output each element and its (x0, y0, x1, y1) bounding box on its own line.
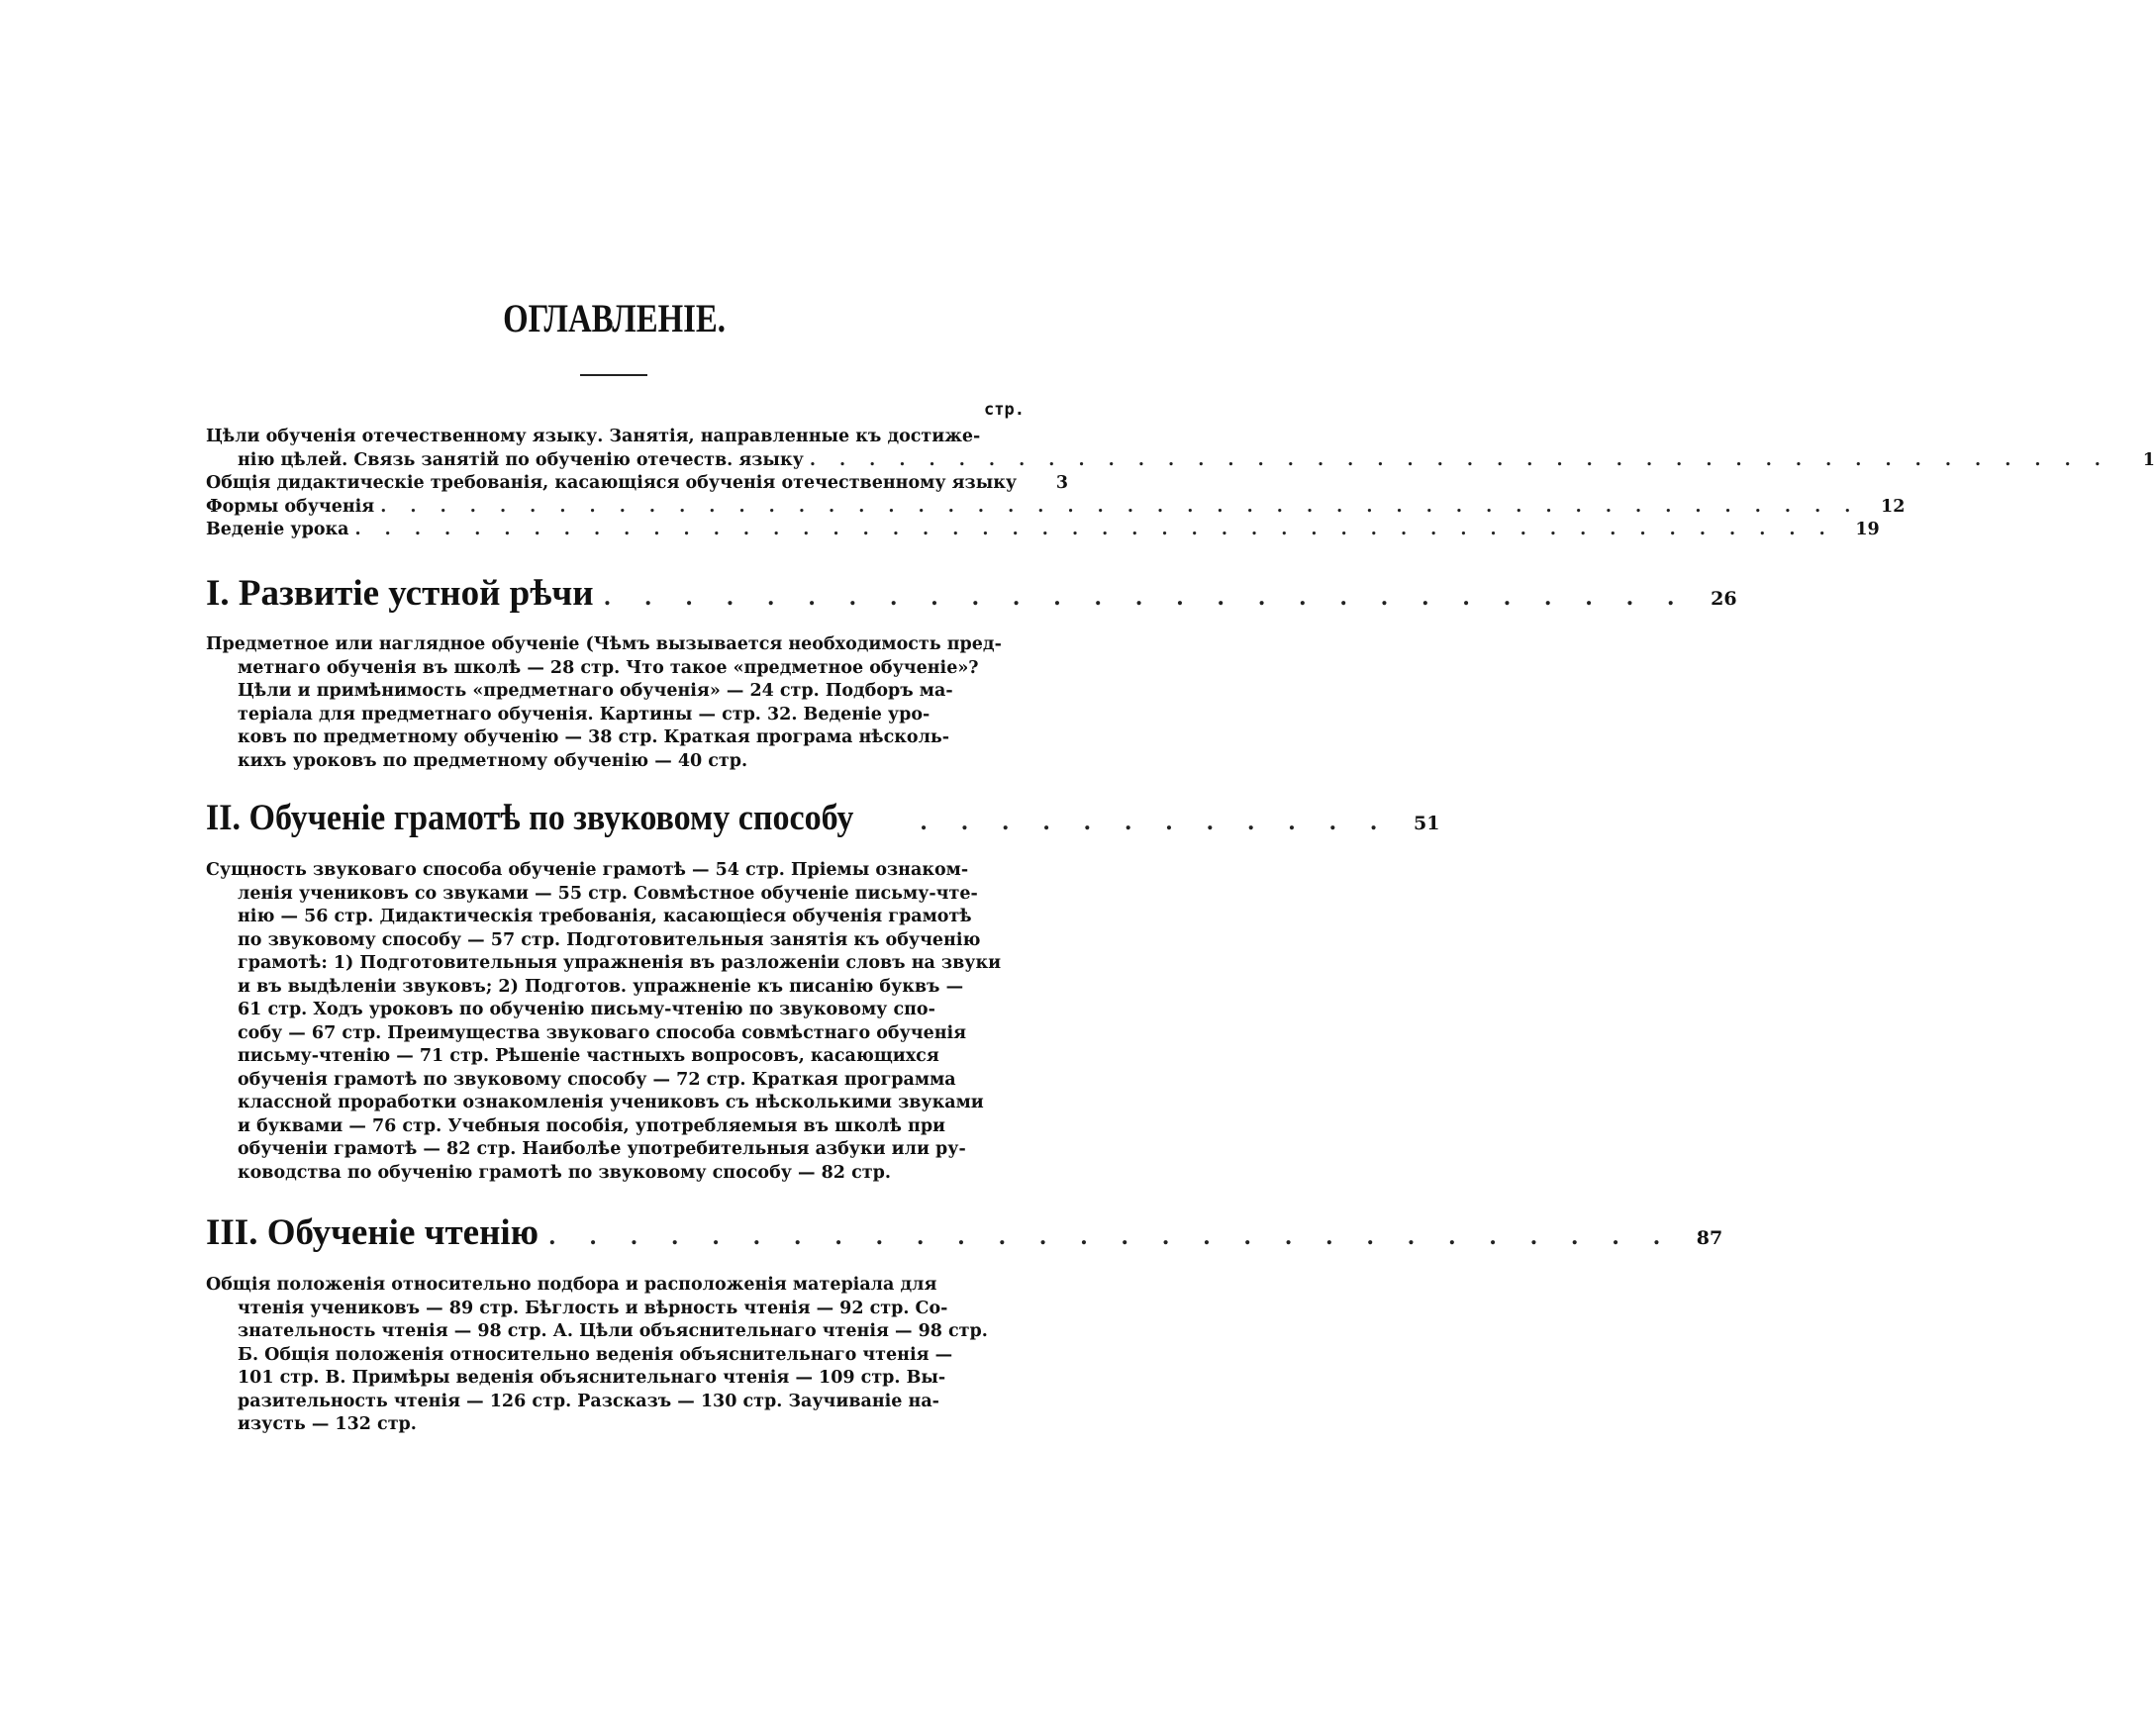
summary-line: обученіи грамотѣ — 82 стр. Наиболѣе употребительныя азбуки или ру- (238, 1139, 966, 1159)
summary-line: классной проработки ознакомленія учениковъ съ нѣсколькими звуками (238, 1093, 984, 1112)
summary-line: чтенія учениковъ — 89 стр. Бѣглость и вѣрность чтенія — 92 стр. Со- (238, 1298, 948, 1318)
leader-dots: . . . . . . . . . . . . . . . . . . . . . . . . . . . . . . . . . . . . . . . . . . . . (809, 449, 2109, 470)
leader-dots: . . . . . . . . . . . . . . . . . . . . . . . . . . . . . . . . . . . . . . . . . . . . . . . . . . (380, 496, 1860, 517)
intro-entry (206, 519, 1880, 542)
title-rule (580, 374, 647, 376)
intro-entry-page: 1 (2142, 449, 2155, 470)
intro-entry-text: нію цѣлей. Связь занятій по обученію отечеств. языку (238, 449, 804, 470)
summary-line: разительность чтенія — 126 стр. Разсказъ — 130 стр. Заучиваніе на- (238, 1391, 939, 1411)
leader-dots: . . . . . . . . . . . . . . . . . . . . . . . . . . . (603, 585, 1688, 611)
chapter-title: II. Обученіе грамотѣ по звуковому способу (206, 798, 854, 838)
intro-entries (206, 426, 2155, 542)
chapter-heading (206, 1211, 1723, 1254)
summary-line: теріала для предметнаго обученія. Картины — стр. 32. Веденіе уро- (238, 704, 931, 724)
leader-dots: . . . . . . . . . . . . . . . . . . . . . . . . . . . . (547, 1224, 1674, 1250)
summary-line: кихъ уроковъ по предметному обученію — 40 стр. (238, 750, 748, 771)
chapter-page: 87 (1696, 1227, 1723, 1249)
chapter-summary (206, 633, 1002, 773)
summary-line: письму-чтенію — 71 стр. Рѣшеніе частныхъ вопросовъ, касающихся (238, 1046, 939, 1066)
leader-dots: . . . . . . . . . . . . . . . . . . . . . . . . . . . . . . . . . . . . . . . . . . . . . . . . . . (354, 520, 1834, 539)
page-title: ОГЛАВЛЕНІЕ. (503, 296, 726, 340)
summary-line: метнаго обученія въ школѣ — 28 стр. Что такое «предметное обученіе»? (238, 657, 979, 678)
chapter-title: III. Обученіе чтенію (206, 1212, 539, 1253)
summary-line: грамотѣ: 1) Подготовительныя упражненія въ разложеніи словъ на звуки (238, 953, 1002, 973)
summary-line: по звуковому способу — 57 стр. Подготовительныя занятія къ обученію (238, 929, 981, 950)
summary-line: ководства по обученію грамотѣ по звуковому способу — 82 стр. (238, 1162, 891, 1183)
intro-entry-page: 12 (1881, 496, 1906, 517)
intro-entry-text: Веденіе урока (206, 520, 349, 539)
summary-line: Общія положенія относительно подбора и расположенія матеріала для (206, 1275, 937, 1295)
chapter-page: 51 (1413, 813, 1440, 834)
chapter-summary (206, 1274, 988, 1437)
chapter-page: 26 (1711, 588, 1737, 610)
summary-line: знательность чтенія — 98 стр. А. Цѣли объяснительнаго чтенія — 98 стр. (238, 1321, 988, 1341)
summary-line: обученія грамотѣ по звуковому способу — 72 стр. Краткая программа (238, 1069, 956, 1090)
summary-line: Б. Общія положенія относительно веденія объяснительнаго чтенія — (238, 1344, 953, 1365)
chapter-title: I. Развитіе устной рѣчи (206, 573, 594, 614)
summary-line: 61 стр. Ходъ уроковъ по обученію письму-чтенію по звуковому спо- (238, 1000, 935, 1019)
summary-line: нію — 56 стр. Дидактическія требованія, касающіеся обученія грамотѣ (238, 907, 972, 926)
summary-line: 101 стр. В. Примѣры веденія объяснительнаго чтенія — 109 стр. Вы- (238, 1368, 946, 1388)
chapter-heading (206, 797, 1440, 839)
intro-entry-page: 19 (1855, 520, 1880, 539)
summary-line: и буквами — 76 стр. Учебныя пособія, употребляемыя въ школѣ при (238, 1115, 946, 1136)
summary-line: Предметное или наглядное обученіе (Чѣмъ вызывается необходимость пред- (206, 634, 1002, 654)
intro-entry-page: 3 (1055, 473, 1069, 493)
page-column-label: стр. (984, 400, 1025, 420)
summary-line: изусть — 132 стр. (238, 1414, 417, 1434)
intro-entry-text: Формы обученія (206, 496, 375, 517)
chapter-summary (206, 859, 1002, 1185)
leader-dots: . . . . . . . . . . . . (920, 810, 1391, 835)
intro-entry-text: Общія дидактическіе требованія, касающіяся обученія отечественному языку (206, 473, 1018, 493)
intro-entry (206, 472, 1069, 496)
intro-entry (206, 496, 1906, 520)
chapter-heading (206, 572, 1737, 615)
summary-line: собу — 67 стр. Преимущества звуковаго способа совмѣстнаго обученія (238, 1022, 967, 1043)
summary-line: Сущность звуковаго способа обученіе грамотѣ — 54 стр. Пріемы ознаком- (206, 860, 969, 880)
summary-line: ленія учениковъ со звуками — 55 стр. Совмѣстное обученіе письму-чте- (238, 883, 978, 904)
intro-entry-line: Цѣли обученія отечественному языку. Занятія, направленные къ достиже- (206, 427, 981, 446)
intro-entry (206, 426, 2155, 472)
summary-line: ковъ по предметному обученію — 38 стр. Краткая програма нѣсколь- (238, 727, 950, 747)
summary-line: и въ выдѣленіи звуковъ; 2) Подготов. упражненіе къ писанію буквъ — (238, 976, 964, 997)
summary-line: Цѣли и примѣнимость «предметнаго обученія» — 24 стр. Подборъ ма- (238, 681, 953, 701)
